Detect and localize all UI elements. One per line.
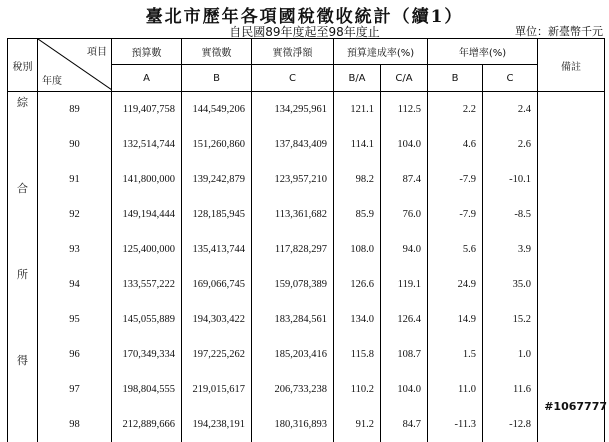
cell-ba: 114.1 bbox=[334, 127, 381, 162]
header-sub-growth-c: C bbox=[483, 65, 538, 92]
cell-actual: 128,185,945 bbox=[182, 197, 252, 232]
category-cell bbox=[8, 92, 38, 442]
cell-net: 159,078,389 bbox=[252, 267, 334, 302]
cell-net: 180,316,893 bbox=[252, 407, 334, 442]
cell-ba: 91.2 bbox=[334, 407, 381, 442]
cell-ba: 115.8 bbox=[334, 337, 381, 372]
cell-growth-c: -8.5 bbox=[483, 197, 538, 232]
cell-net: 185,203,416 bbox=[252, 337, 334, 372]
cell-actual: 194,303,422 bbox=[182, 302, 252, 337]
cell-growth-c: 2.4 bbox=[483, 92, 538, 128]
cell-ba: 126.6 bbox=[334, 267, 381, 302]
cell-remark bbox=[538, 232, 605, 267]
cell-growth-c: -12.8 bbox=[483, 407, 538, 442]
table-row bbox=[8, 162, 605, 197]
cell-growth-b: -11.3 bbox=[428, 407, 483, 442]
category-char: 合 bbox=[8, 180, 37, 196]
cell-ca: 94.0 bbox=[381, 232, 428, 267]
cell-net: 183,284,561 bbox=[252, 302, 334, 337]
table-row bbox=[8, 337, 605, 372]
header-category: 稅別 bbox=[8, 39, 38, 92]
cell-year: 92 bbox=[38, 197, 112, 232]
table-row bbox=[8, 267, 605, 302]
cell-budget: 125,400,000 bbox=[112, 232, 182, 267]
cell-growth-c: -10.1 bbox=[483, 162, 538, 197]
cell-ca: 76.0 bbox=[381, 197, 428, 232]
cell-actual: 135,413,744 bbox=[182, 232, 252, 267]
cell-remark bbox=[538, 127, 605, 162]
cell-growth-b: -7.9 bbox=[428, 162, 483, 197]
cell-budget: 119,407,758 bbox=[112, 92, 182, 128]
cell-net: 117,828,297 bbox=[252, 232, 334, 267]
cell-ca: 87.4 bbox=[381, 162, 428, 197]
cell-growth-b: 14.9 bbox=[428, 302, 483, 337]
cell-year: 93 bbox=[38, 232, 112, 267]
document-subtitle: 自民國89年度起至98年度止 bbox=[0, 23, 609, 40]
cell-growth-c: 3.9 bbox=[483, 232, 538, 267]
cell-ba: 98.2 bbox=[334, 162, 381, 197]
cell-growth-c: 35.0 bbox=[483, 267, 538, 302]
header-achievement: 預算達成率(%) bbox=[334, 39, 428, 65]
category-char: 所 bbox=[8, 266, 37, 282]
cell-budget: 212,889,666 bbox=[112, 407, 182, 442]
cell-budget: 132,514,744 bbox=[112, 127, 182, 162]
category-char: 綜 bbox=[8, 94, 37, 110]
header-sub-growth-b: B bbox=[428, 65, 483, 92]
tax-statistics-table bbox=[7, 38, 605, 442]
cell-growth-b: 2.2 bbox=[428, 92, 483, 128]
cell-actual: 169,066,745 bbox=[182, 267, 252, 302]
cell-growth-b: 24.9 bbox=[428, 267, 483, 302]
cell-budget: 149,194,444 bbox=[112, 197, 182, 232]
cell-year: 98 bbox=[38, 407, 112, 442]
cell-actual: 197,225,262 bbox=[182, 337, 252, 372]
cell-net: 137,843,409 bbox=[252, 127, 334, 162]
header-sub-ca: C/A bbox=[381, 65, 428, 92]
header-sub-c: C bbox=[252, 65, 334, 92]
header-corner-year: 年度 bbox=[42, 72, 62, 87]
cell-net: 113,361,682 bbox=[252, 197, 334, 232]
cell-budget: 170,349,334 bbox=[112, 337, 182, 372]
cell-ba: 134.0 bbox=[334, 302, 381, 337]
cell-remark bbox=[538, 162, 605, 197]
cell-ca: 104.0 bbox=[381, 372, 428, 407]
table-row bbox=[8, 407, 605, 442]
cell-ba: 110.2 bbox=[334, 372, 381, 407]
cell-remark bbox=[538, 267, 605, 302]
header-growth: 年增率(%) bbox=[428, 39, 538, 65]
cell-growth-c: 2.6 bbox=[483, 127, 538, 162]
cell-growth-b: 1.5 bbox=[428, 337, 483, 372]
table-row bbox=[8, 127, 605, 162]
cell-actual: 151,260,860 bbox=[182, 127, 252, 162]
table-row bbox=[8, 372, 605, 407]
header-sub-ba: B/A bbox=[334, 65, 381, 92]
header-budget: 預算數 bbox=[112, 39, 182, 65]
cell-ca: 84.7 bbox=[381, 407, 428, 442]
header-net: 實徵淨額 bbox=[252, 39, 334, 65]
cell-year: 97 bbox=[38, 372, 112, 407]
cell-ca: 104.0 bbox=[381, 127, 428, 162]
cell-remark bbox=[538, 197, 605, 232]
cell-ca: 112.5 bbox=[381, 92, 428, 128]
header-sub-a: A bbox=[112, 65, 182, 92]
cell-growth-c: 1.0 bbox=[483, 337, 538, 372]
cell-year: 96 bbox=[38, 337, 112, 372]
cell-growth-b: 4.6 bbox=[428, 127, 483, 162]
cell-ca: 119.1 bbox=[381, 267, 428, 302]
cell-growth-c: 11.6 bbox=[483, 372, 538, 407]
cell-net: 123,957,210 bbox=[252, 162, 334, 197]
cell-net: 134,295,961 bbox=[252, 92, 334, 128]
cell-year: 89 bbox=[38, 92, 112, 128]
cell-year: 90 bbox=[38, 127, 112, 162]
cell-remark bbox=[538, 92, 605, 128]
cell-actual: 144,549,206 bbox=[182, 92, 252, 128]
cell-ca: 126.4 bbox=[381, 302, 428, 337]
table-row bbox=[8, 92, 605, 128]
cell-actual: 194,238,191 bbox=[182, 407, 252, 442]
cell-ba: 85.9 bbox=[334, 197, 381, 232]
cell-remark bbox=[538, 337, 605, 372]
cell-growth-b: 11.0 bbox=[428, 372, 483, 407]
header-corner-item: 項目 bbox=[87, 43, 107, 58]
cell-year: 95 bbox=[38, 302, 112, 337]
header-sub-b: B bbox=[182, 65, 252, 92]
cell-budget: 198,804,555 bbox=[112, 372, 182, 407]
cell-budget: 145,055,889 bbox=[112, 302, 182, 337]
watermark-id: #1067777 bbox=[544, 400, 607, 413]
table-row bbox=[8, 302, 605, 337]
cell-ba: 108.0 bbox=[334, 232, 381, 267]
cell-actual: 219,015,617 bbox=[182, 372, 252, 407]
document-title: 臺北市歷年各項國稅徵收統計（續1） bbox=[0, 2, 609, 27]
cell-year: 91 bbox=[38, 162, 112, 197]
cell-budget: 133,557,222 bbox=[112, 267, 182, 302]
table-row bbox=[8, 232, 605, 267]
cell-growth-c: 15.2 bbox=[483, 302, 538, 337]
table-row bbox=[8, 197, 605, 232]
cell-budget: 141,800,000 bbox=[112, 162, 182, 197]
unit-label: 單位：新臺幣千元 bbox=[515, 23, 603, 39]
cell-growth-b: -7.9 bbox=[428, 197, 483, 232]
header-remark: 備註 bbox=[538, 39, 605, 92]
cell-year: 94 bbox=[38, 267, 112, 302]
cell-remark bbox=[538, 302, 605, 337]
cell-ba: 121.1 bbox=[334, 92, 381, 128]
header-actual: 實徵數 bbox=[182, 39, 252, 65]
cell-actual: 139,242,879 bbox=[182, 162, 252, 197]
cell-growth-b: 5.6 bbox=[428, 232, 483, 267]
category-char: 得 bbox=[8, 352, 37, 368]
cell-ca: 108.7 bbox=[381, 337, 428, 372]
cell-net: 206,733,238 bbox=[252, 372, 334, 407]
header-corner bbox=[38, 39, 112, 92]
